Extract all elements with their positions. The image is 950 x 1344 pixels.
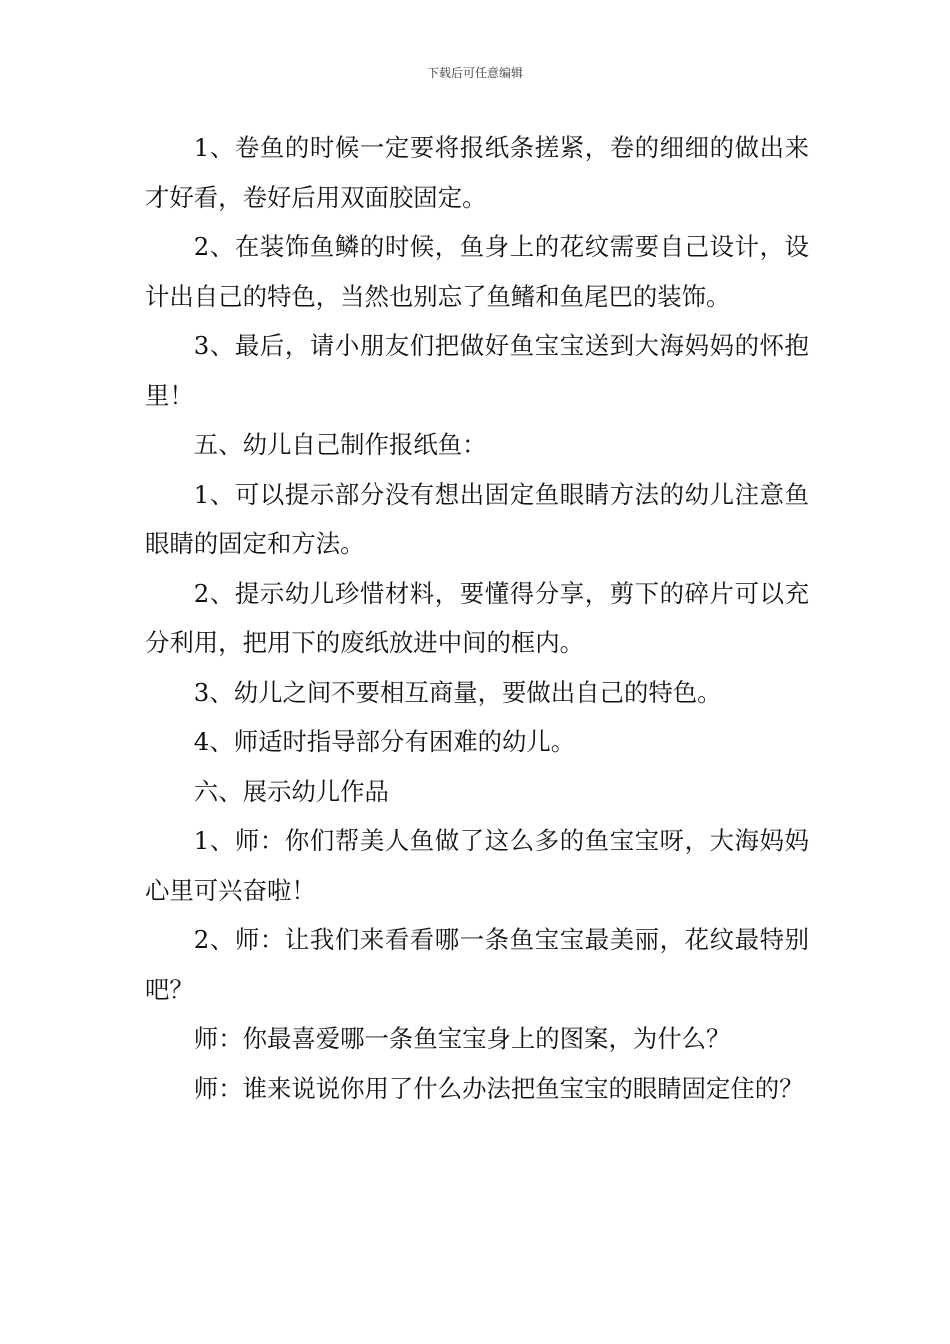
paragraph: 1、师：你们帮美人鱼做了这么多的鱼宝宝呀，大海妈妈心里可兴奋啦！ [145,826,809,905]
document-body [145,123,809,1113]
paragraph: 师：你最喜爱哪一条鱼宝宝身上的图案，为什么？ [193,1024,731,1053]
paragraph: 师：谁来说说你用了什么办法把鱼宝宝的眼睛固定住的？ [193,1073,804,1103]
paragraph: 3、幼儿之间不要相互商量，要做出自己的特色。 [193,677,722,707]
paragraph: 4、师适时指导部分有困难的幼儿。 [193,727,576,756]
page-header: 下载后可任意编辑 [426,66,523,80]
paragraph: 2、在装饰鱼鳞的时候，鱼身上的花纹需要自己设计，设计出自己的特色，当然也别忘了鱼鳍和鱼尾巴的装饰。 [145,232,809,311]
paragraph: 3、最后，请小朋友们把做好鱼宝宝送到大海妈妈的怀抱里！ [145,331,809,410]
paragraph: 2、师：让我们来看看哪一条鱼宝宝最美丽，花纹最特别吧？ [145,925,809,1004]
section-heading: 五、幼儿自己制作报纸鱼： [193,430,487,459]
paragraph: 1、可以提示部分没有想出固定鱼眼睛方法的幼儿注意鱼眼睛的固定和方法。 [145,479,809,558]
paragraph: 2、提示幼儿珍惜材料，要懂得分享，剪下的碎片可以充分利用，把用下的废纸放进中间的框内。 [145,578,809,657]
section-heading: 六、展示幼儿作品 [193,776,389,806]
paragraph: 1、卷鱼的时候一定要将报纸条搓紧，卷的细细的做出来才好看，卷好后用双面胶固定。 [145,133,809,212]
